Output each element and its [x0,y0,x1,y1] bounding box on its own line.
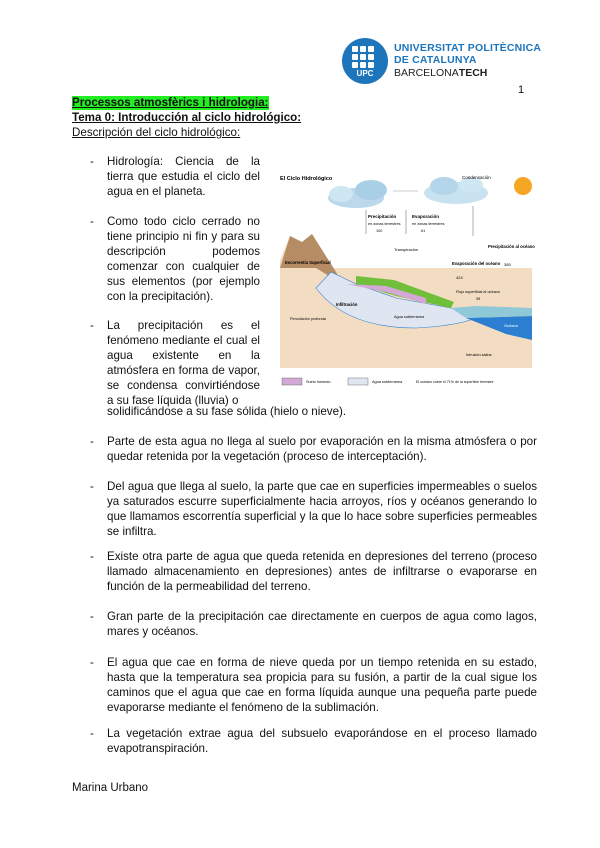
list-item-continuation: solidificándose a su fase sólida (hielo o nieve). [107,405,347,418]
bullet-dash: - [90,480,94,493]
logo-abbr: UPC [356,69,374,78]
list-item-text: Existe otra parte de agua que queda retenida en depresiones del terreno (proceso llamado almacenamiento en depresiones) antes de infiltrarse o evaporarse en función de la permeabilidad del terreno. [107,550,537,593]
list-item-text: La precipitación es el fenómeno mediante el cual el agua existente en la atmósfera en forma de vapor, se condensa convirtiéndose a su fase líquida (lluvia) o [107,319,260,407]
label-ocean-precip-val: 385 [504,262,511,267]
label-infiltration: Infiltración [336,302,358,307]
label-precip-sub: en zonas terrestres [368,222,401,226]
label-condensation: Condensación [462,175,491,180]
topic-heading: Tema 0: Introducción al ciclo hidrológico: [72,111,302,124]
label-precipitation: Precipitación [368,214,397,219]
tech-text: TECH [458,67,488,79]
label-ocean-evap: Evaporación del océano [452,261,501,266]
label-groundwater: Agua subterránea [394,315,425,319]
label-transpiration: Transpiración [394,247,419,252]
footer-author: Marina Urbano [72,782,149,794]
label-evap-sub: en zonas terrestres [412,222,445,226]
label-ocean-evap-val: 424 [456,275,463,280]
legend-groundwater-swatch [348,378,368,385]
list-item-text: Gran parte de la precipitación cae directamente en cuerpos de agua como lagos, mares y océanos. [107,610,537,638]
list-item-text: Parte de esta agua no llega al suelo por evaporación en la misma atmósfera o por quedar retenida por la vegetación (proceso de interceptación). [107,435,537,463]
barcelona-text: BARCELONA [394,67,459,79]
list-item-text: La vegetación extrae agua del subsuelo evaporándose en el proceso llamado evapotranspiración. [107,727,537,755]
university-name-line2: DE CATALUNYA [394,54,477,66]
label-ocean-precip: Precipitación al océano [488,244,535,249]
hydrologic-cycle-diagram [276,168,588,412]
upc-logo-emblem [342,38,388,84]
legend-groundwater: Agua subterránea [372,380,403,384]
course-heading: Processos atmosfèrics i hidrologia: [72,96,269,109]
list-item-text: Del agua que llega al suelo, la parte que cae en superficies impermeables o suelos ya saturados escurre superficialmente hacia arroyos, ríos y océanos generando lo que llamamos escorrentía superficial y la que lo hace sobre superficies permeables se infiltra. [107,480,537,538]
label-runoff: Escorrentía Superficial [285,260,331,265]
label-evap-val: 61 [421,229,426,233]
bullet-dash: - [90,610,94,623]
bullet-dash: - [90,727,94,740]
cloud-left [328,180,387,208]
university-name [394,42,541,66]
page-number: 1 [518,84,525,96]
sun-icon [514,177,532,195]
legend-soil: Suelo húmedo [306,380,331,384]
bullet-dash: - [90,155,94,168]
upc-logo [342,38,542,84]
diagram-note: El océano cubre el 71% de la superficie terrestre [416,380,494,384]
barcelona-tech [394,67,487,79]
diagram-title: El Ciclo Hidrológico [280,176,333,182]
legend-soil-swatch [282,378,302,385]
list-item-text: El agua que cae en forma de nieve queda por un tiempo retenida en su estado, hasta que la temperatura sea propicia para su fusión, a partir de la cual sigue los caminos que el agua que cae en forma líquida aunque una pequeña parte puede evaporarse mediante el fenómeno de la sublimación. [107,656,537,714]
label-evaporation: Evaporación [412,214,440,219]
label-saline: Intrusión salina [466,353,492,357]
label-surface-flow-val: 39 [476,297,481,301]
cloud-right [424,177,488,204]
label-surface-flow: Flujo superficial al océano [456,290,500,294]
bullet-dash: - [90,435,94,448]
label-ocean: Océano [504,323,519,328]
list-item-text: Hidrología: Ciencia de la tierra que estudia el ciclo del agua en el planeta. [107,155,260,198]
bullet-dash: - [90,656,94,669]
bullet-dash: - [90,550,94,563]
bullet-dash: - [90,319,94,332]
bullet-dash: - [90,215,94,228]
list-item-text: Como todo ciclo cerrado no tiene principio ni fin y para su descripción podemos comenzar con cualquier de sus elementos (por ejemplo con la precipitación). [107,215,260,303]
section-heading: Descripción del ciclo hidrológico: [72,126,241,139]
university-name-line1: UNIVERSITAT POLITÈCNICA [394,42,542,54]
label-precip-val: 100 [376,229,383,233]
label-percolation: Percolación profunda [290,317,326,321]
